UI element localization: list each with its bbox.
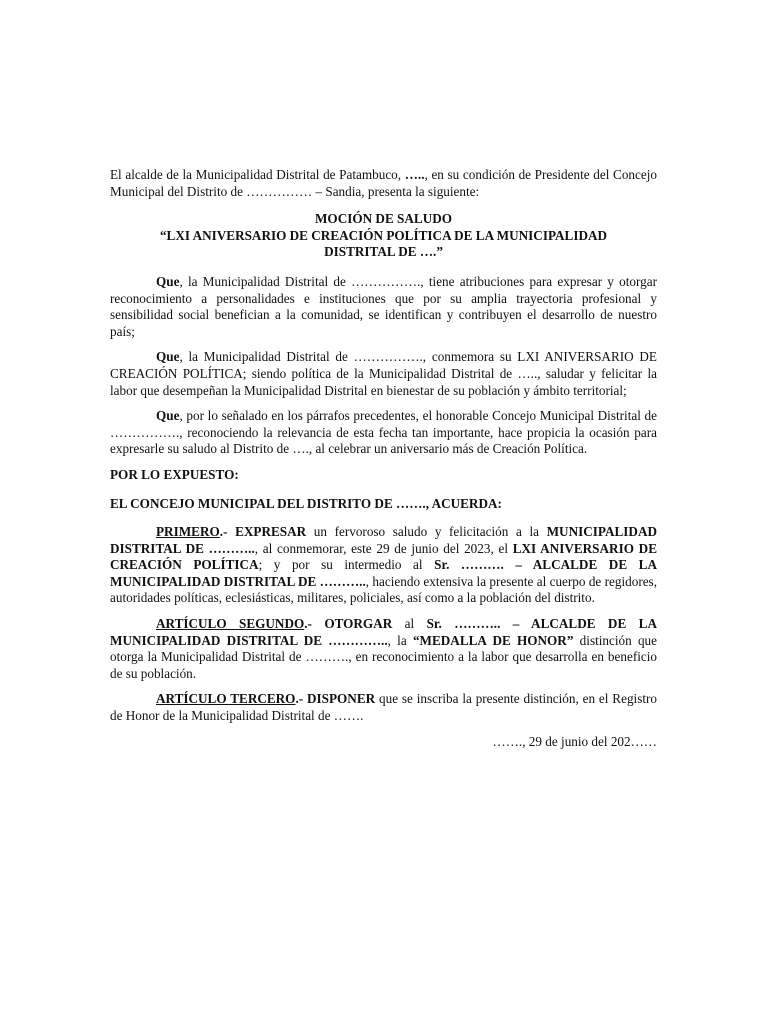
intro-paragraph	[110, 167, 657, 200]
acuerda-heading: EL CONCEJO MUNICIPAL DEL DISTRITO DE ……., ACUERDA:	[110, 495, 502, 511]
article-segundo	[110, 616, 657, 682]
article-verb: EXPRESAR	[235, 524, 307, 540]
article-text: , la	[387, 632, 413, 648]
que-label: Que	[156, 349, 180, 365]
que-label: Que	[156, 408, 180, 424]
considerando-1	[110, 274, 657, 340]
article-verb: DISPONER	[307, 691, 376, 707]
article-tercero	[110, 691, 657, 724]
title-line-2: “LXI ANIVERSARIO DE CREACIÓN POLÍTICA DE LA MUNICIPALIDAD	[159, 227, 608, 243]
title-line-1: MOCIÓN DE SALUDO	[314, 211, 452, 227]
considerando-text: , la Municipalidad Distrital de ……………., tiene atribuciones para expresar y otorgar reconocimiento a personalidades e instituciones que por su amplia trayectoria profesional y sensibilidad social benefician a la comunidad, se identifican y contribuyen el desarrollo de nuestro país;	[110, 273, 657, 339]
article-label: PRIMERO	[156, 524, 220, 540]
article-text: que se inscriba la presente distinción, en el Registro de Honor de la Municipalidad Distrital de …….	[110, 691, 657, 724]
considerando-2	[110, 349, 657, 399]
article-separator: .-	[304, 616, 325, 632]
considerando-text: , la Municipalidad Distrital de ……………., conmemora su LXI ANIVERSARIO DE CREACIÓN POLÍTICA; siendo política de la Municipalidad Distrital de ….., saludar y felicitar la labor que desempeñan la Municipalidad Distrital en bienestar de su población y ámbito territorial;	[110, 349, 657, 398]
article-separator: .-	[219, 524, 236, 540]
article-label: ARTÍCULO TERCERO	[156, 691, 296, 707]
article-text: un fervoroso saludo y felicitación a la	[306, 524, 547, 540]
article-bold-text: “MEDALLA DE HONOR”	[412, 632, 574, 648]
article-text: distinción que otorga la Municipalidad Distrital de ………., en reconocimiento a la labor que desarrolla en beneficio de su población.	[110, 632, 657, 681]
date-line: ……., 29 de junio del 202……	[492, 733, 657, 749]
intro-text: El alcalde de la Municipalidad Distrital de Patambuco,	[110, 167, 405, 182]
title-line-3: DISTRITAL DE ….”	[324, 244, 443, 260]
article-text: al	[392, 616, 427, 632]
que-label: Que	[156, 273, 180, 289]
por-lo-expuesto-heading: POR LO EXPUESTO:	[110, 466, 239, 482]
motion-title	[110, 211, 657, 261]
article-bold-text: Sr. ……….. – ALCALDE DE LA MUNICIPALIDAD DISTRITAL DE …………..	[110, 616, 657, 648]
article-bold-text: Sr. ………. – ALCALDE DE LA MUNICIPALIDAD DISTRITAL DE ………..	[110, 557, 657, 589]
article-primero	[110, 524, 657, 607]
article-text: ; y por su intermedio al	[258, 557, 435, 573]
intro-text-rest: , en su condición de Presidente del Concejo Municipal del Distrito de …………… – Sandia, presenta la siguiente:	[110, 167, 657, 199]
considerando-3	[110, 408, 657, 458]
article-bold-text: LXI ANIVERSARIO DE CREACIÓN POLÍTICA	[110, 540, 657, 573]
intro-blank: …..	[404, 167, 425, 182]
article-text: , haciendo extensiva la presente al cuerpo de regidores, autoridades políticas, eclesiásticas, militares, policiales, así como a la población del distrito.	[110, 573, 657, 606]
article-separator: .-	[295, 691, 307, 707]
article-label: ARTÍCULO SEGUNDO	[156, 616, 305, 632]
article-text: , al conmemorar, este 29 de junio del 2023, el	[254, 540, 513, 556]
article-bold-text: MUNICIPALIDAD DISTRITAL DE ………..	[110, 524, 657, 556]
article-verb: OTORGAR	[324, 616, 393, 632]
considerando-text: , por lo señalado en los párrafos precedentes, el honorable Concejo Municipal Distrital de ……………., reconociendo la relevancia de esta fecha tan importante, hace propicia la ocasión para expresarle su saludo al Distrito de …., al celebrar un aniversario más de Creación Política.	[110, 408, 657, 457]
document-body	[110, 167, 657, 750]
